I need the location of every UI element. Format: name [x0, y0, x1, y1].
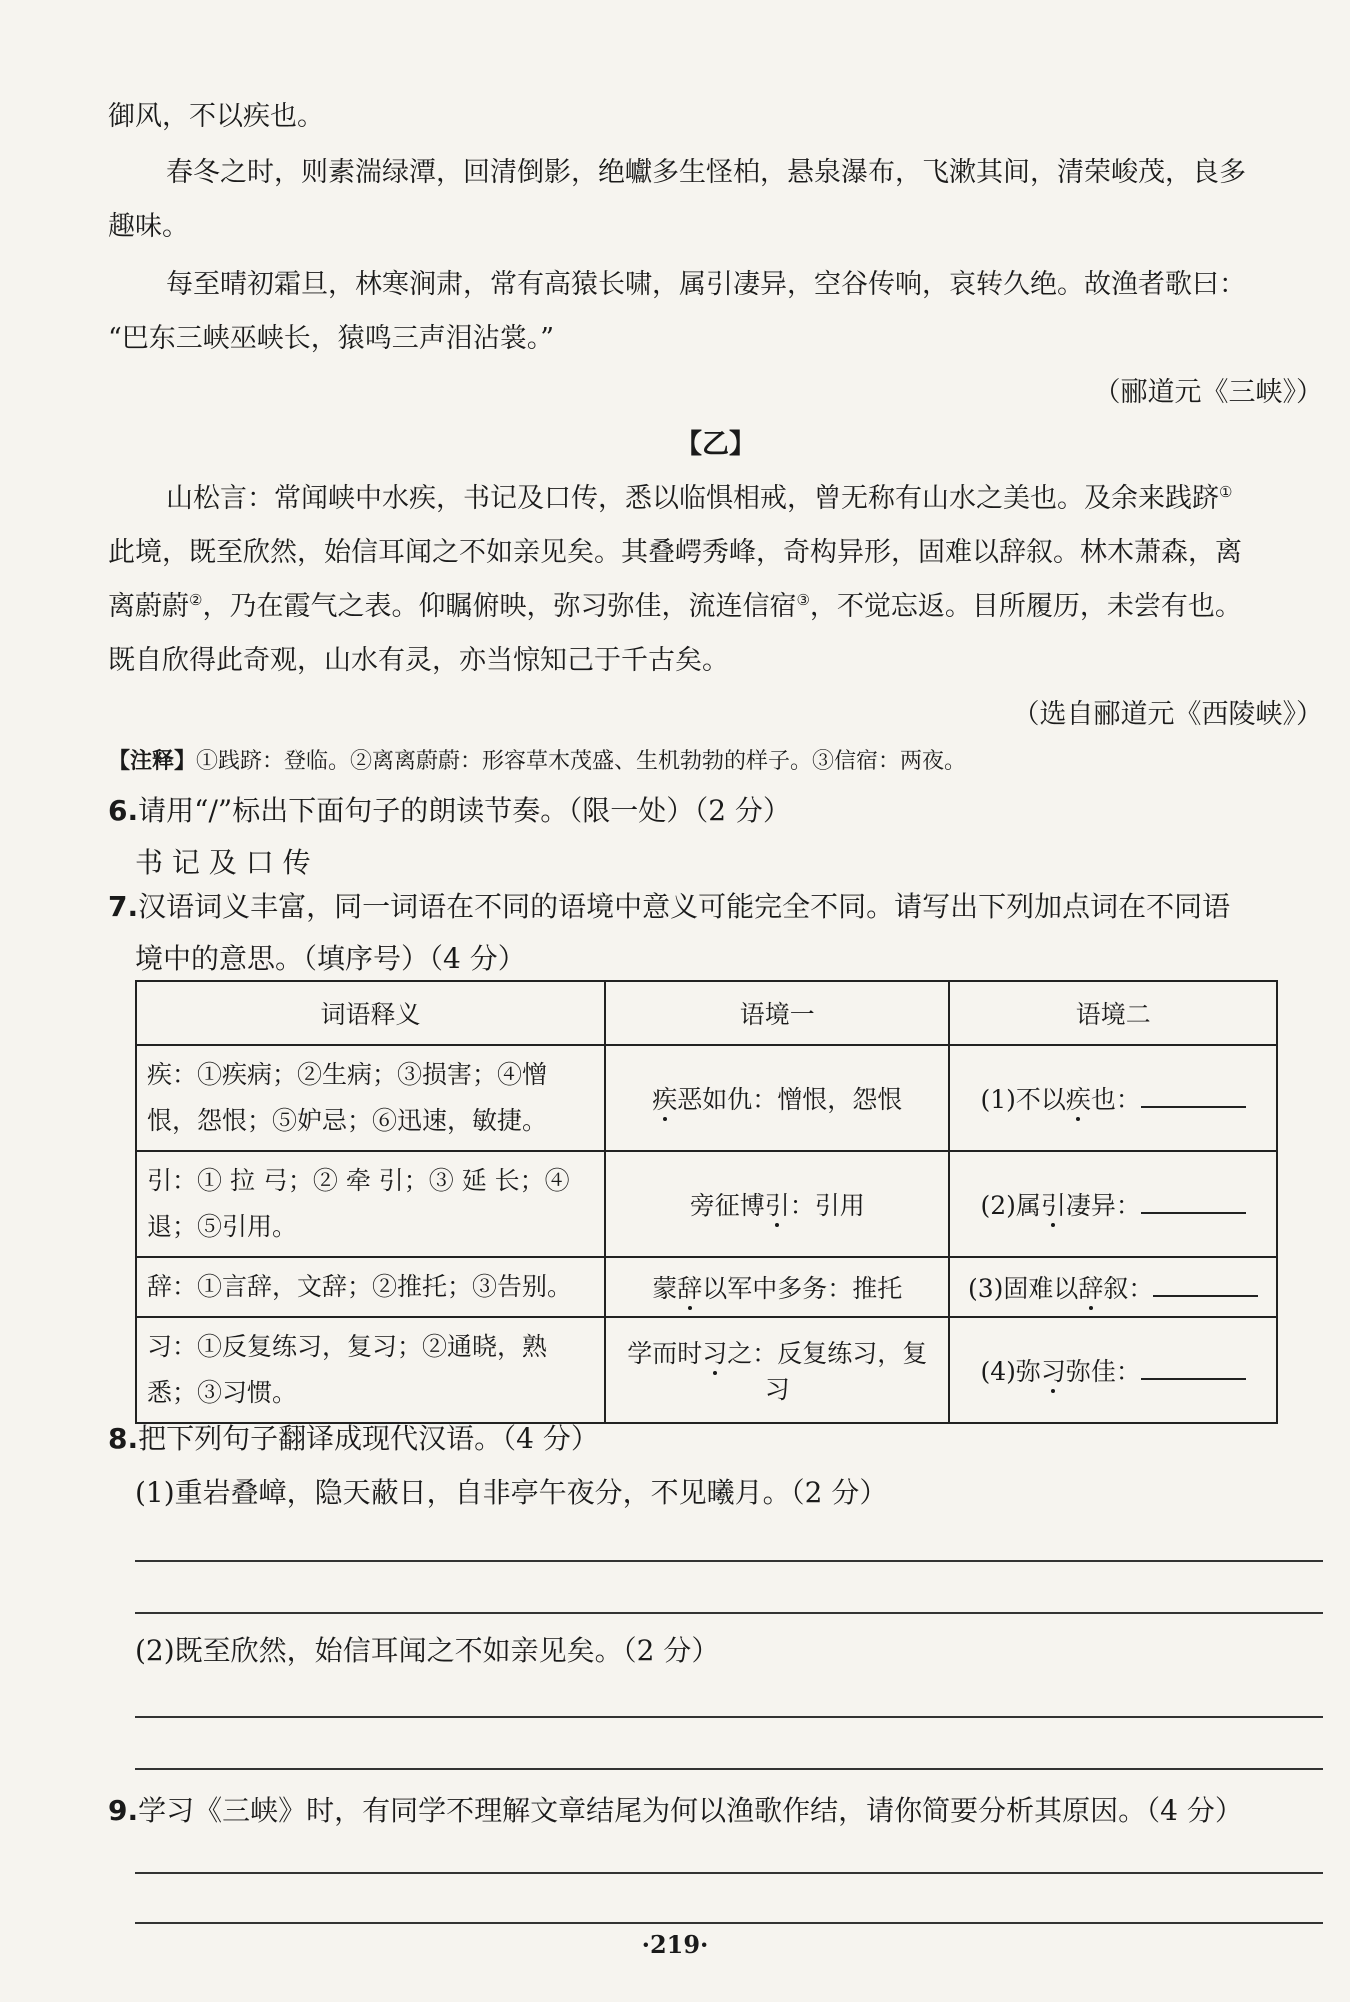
footnote-mark: ① — [1219, 483, 1233, 501]
annotation-text: ①践跻：登临。②离离蔚蔚：形容草木茂盛、生机勃勃的样子。③信宿：两夜。 — [196, 749, 967, 774]
dotted-word: 引 — [1040, 1191, 1066, 1220]
table-header: 语境一 — [605, 981, 949, 1045]
answer-blank[interactable] — [1141, 1188, 1246, 1214]
annotation — [108, 734, 1323, 789]
passage-a-line: 每至晴初霜旦，林寒涧肃，常有高猿长啸，属引凄异，空谷传响，哀转久绝。故渔者歌曰： — [166, 269, 1246, 300]
context2-cell: (3)固难以辞叙： — [949, 1257, 1277, 1317]
passage-b-heading: 【乙】 — [675, 429, 756, 460]
vocab-table — [135, 980, 1278, 1424]
question-text: 把下列句子翻译成现代汉语。（4 分） — [138, 1422, 599, 1455]
q8-subquestion-1: (1)重岩叠嶂，隐天蔽日，自非亭午夜分，不见曦月。（2 分） — [135, 1476, 888, 1509]
table-row — [136, 1045, 1277, 1151]
definition-cell: 疾：①疾病；②生病；③损害；④憎恨，怨恨；⑤妒忌；⑥迅速，敏捷。 — [136, 1045, 605, 1151]
passage-b-line: 既自欣得此奇观，山水有灵，亦当惊知己于千古矣。 — [108, 645, 729, 676]
answer-line[interactable] — [135, 1716, 1323, 1718]
passage-b-line: 离蔚蔚②，乃在霞气之表。仰瞩俯映，弥习弥佳，流连信宿③，不觉忘返。目所履历，未尝有也。 — [108, 591, 1242, 622]
answer-line[interactable] — [135, 1872, 1323, 1874]
context2-cell: (4)弥习弥佳： — [949, 1317, 1277, 1423]
question-text: 汉语词义丰富，同一词语在不同的语境中意义可能完全不同。请写出下列加点词在不同语 — [138, 890, 1231, 923]
definition-cell: 习：①反复练习，复习；②通晓，熟悉；③习惯。 — [136, 1317, 605, 1423]
question-number: 9. — [108, 1794, 139, 1827]
question-number: 7. — [108, 890, 139, 923]
q6-sentence[interactable]: 书 记 及 口 传 — [135, 846, 311, 879]
table-header-row — [136, 981, 1277, 1045]
answer-line[interactable] — [135, 1768, 1323, 1770]
answer-blank[interactable] — [1141, 1082, 1246, 1108]
passage-a-line: 御风，不以疾也。 — [108, 101, 324, 132]
question-number: 8. — [108, 1422, 139, 1455]
passage-a-source: （郦道元《三峡》） — [1093, 377, 1323, 408]
dotted-word: 习 — [1040, 1357, 1066, 1386]
passage-a-line: “巴东三峡巫峡长，猿鸣三声泪沾裳。” — [108, 323, 555, 354]
answer-blank[interactable] — [1141, 1354, 1246, 1380]
table-row — [136, 1257, 1277, 1317]
table-header: 语境二 — [949, 981, 1277, 1045]
answer-line[interactable] — [135, 1612, 1323, 1614]
page-number: ·219· — [641, 1930, 709, 1959]
definition-cell: 辞：①言辞，文辞；②推托；③告别。 — [136, 1257, 605, 1317]
question-number: 6. — [108, 794, 139, 827]
question-text: 学习《三峡》时，有同学不理解文章结尾为何以渔歌作结，请你简要分析其原因。（4 分） — [138, 1794, 1243, 1827]
footnote-mark: ② — [189, 591, 203, 609]
dotted-word: 辞 — [1078, 1274, 1104, 1303]
passage-a-line: 趣味。 — [108, 211, 189, 242]
footnote-mark: ③ — [796, 591, 810, 609]
q8-subquestion-2: (2)既至欣然，始信耳闻之不如亲见矣。（2 分） — [135, 1634, 720, 1667]
passage-b-line: 山松言：常闻峡中水疾，书记及口传，悉以临惧相戒，曾无称有山水之美也。及余来践跻① — [166, 483, 1233, 514]
answer-blank[interactable] — [1153, 1271, 1258, 1297]
annotation-label: 【注释】 — [108, 748, 197, 774]
dotted-word: 辞 — [677, 1274, 703, 1303]
question-7 — [108, 880, 1323, 934]
table-row — [136, 1151, 1277, 1257]
definition-cell: 引：① 拉 弓；② 牵 引；③ 延 长；④ 退；⑤引用。 — [136, 1151, 605, 1257]
question-text: 请用“/”标出下面句子的朗读节奏。（限一处）（2 分） — [138, 794, 791, 827]
dotted-word: 习 — [702, 1339, 728, 1368]
question-9 — [108, 1784, 1323, 1838]
context2-cell: (1)不以疾也： — [949, 1045, 1277, 1151]
table-header: 词语释义 — [136, 981, 605, 1045]
context1-cell: 疾恶如仇：憎恨，怨恨 — [605, 1045, 949, 1151]
context1-cell: 蒙辞以军中多务：推托 — [605, 1257, 949, 1317]
passage-b-line: 此境，既至欣然，始信耳闻之不如亲见矣。其叠崿秀峰，奇构异形，固难以辞叙。林木萧森，离 — [108, 537, 1242, 568]
dotted-word: 疾 — [1065, 1085, 1091, 1114]
passage-a-line: 春冬之时，则素湍绿潭，回清倒影，绝巘多生怪柏，悬泉瀑布，飞漱其间，清荣峻茂，良多 — [166, 157, 1246, 188]
question-6 — [108, 784, 1323, 838]
table-row — [136, 1317, 1277, 1423]
dotted-word: 引 — [764, 1191, 790, 1220]
passage-b-source: （选自郦道元《西陵峡》） — [1012, 699, 1323, 730]
answer-line[interactable] — [135, 1560, 1323, 1562]
context1-cell: 旁征博引：引用 — [605, 1151, 949, 1257]
dotted-word: 疾 — [652, 1085, 678, 1114]
context2-cell: (2)属引凄异： — [949, 1151, 1277, 1257]
question-text: 境中的意思。（填序号）（4 分） — [135, 942, 526, 975]
context1-cell: 学而时习之：反复练习，复习 — [605, 1317, 949, 1423]
answer-line[interactable] — [135, 1922, 1323, 1924]
question-8 — [108, 1412, 1323, 1466]
